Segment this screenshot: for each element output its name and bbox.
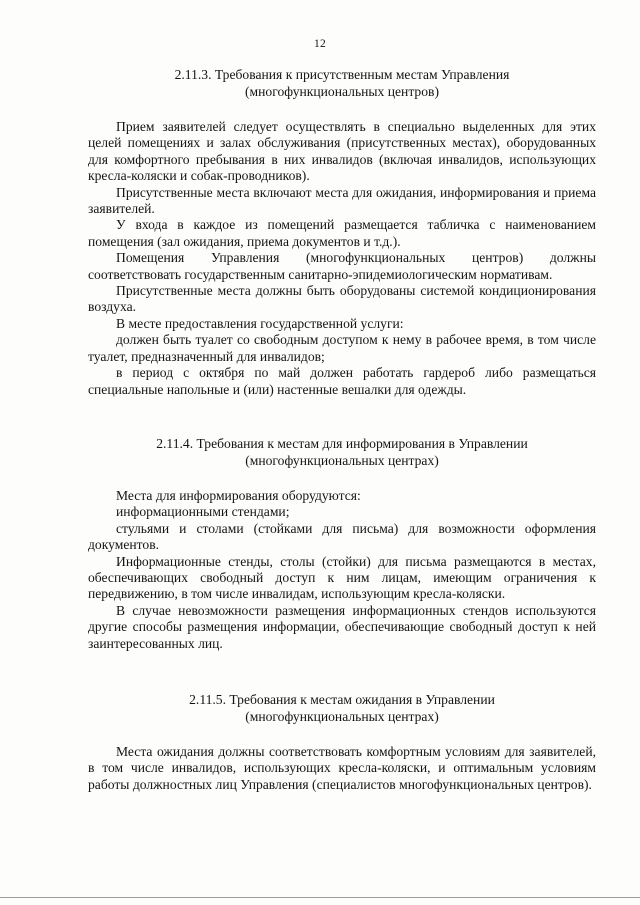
paragraph: информационными стендами; [116,504,290,520]
paragraph: Помещения Управления (многофункциональных центров) должны соответствовать государственным санитарно-эпидемиологическим нормативам. [88,250,596,282]
heading-line: 2.11.5. Требования к местам ожидания в Управлении [189,692,495,707]
heading-line: 2.11.4. Требования к местам для информирования в Управлении [156,436,528,451]
paragraph: В месте предоставления государственной услуги: [116,315,404,331]
heading-line: (многофункциональных центрах) [245,709,439,724]
heading-line: 2.11.3. Требования к присутственным местам Управления [174,67,510,82]
paragraph: в период с октября по май должен работать гардероб либо размещаться специальные напольные и (или) настенные вешалки для одежды. [88,365,596,397]
page-bottom-edge [0,897,640,898]
section-body-2-11-4 [88,488,596,652]
paragraph: У входа в каждое из помещений размещается табличка с наименованием помещения (зал ожидания, приема документов и т.д.). [88,217,596,249]
paragraph: Присутственные места должны быть оборудованы системой кондиционирования воздуха. [88,283,596,315]
heading-line: (многофункциональных центров) [245,84,439,99]
section-body-2-11-3 [88,119,596,398]
paragraph: Места ожидания должны соответствовать комфортным условиям для заявителей, в том числе инвалидов, использующих кресла-коляски, и оптимальным условиям работы должностных лиц Управления (специалистов многофункциональных центров). [88,744,596,792]
heading-line: (многофункциональных центрах) [245,453,439,468]
paragraph: Места для информирования оборудуются: [116,488,361,503]
section-body-2-11-5 [88,744,596,793]
paragraph: В случае невозможности размещения информационных стендов используются другие способы размещения информации, обеспечивающие свободный доступ к ней заинтересованных лиц. [88,602,596,651]
paragraph: стульями и столами (стойками для письма) для возможности оформления документов. [88,520,596,553]
paragraph: Присутственные места включают места для ожидания, информирования и приема заявителей. [88,184,596,217]
paragraph: должен быть туалет со свободным доступом к нему в рабочее время, в том числе туалет, предназначенный для инвалидов; [88,332,596,364]
section-heading-2-11-3 [88,66,596,100]
section-heading-2-11-5 [88,691,596,725]
page-number: 12 [314,38,326,50]
paragraph: Прием заявителей следует осуществлять в специально выделенных для этих целей помещениях и залах обслуживания (присутственных местах), оборудованных для комфортного пребывания в них инвалидов (включая инвалидов, использующих кресла-коляски и собак-проводников). [88,119,596,184]
paragraph: Информационные стенды, столы (стойки) для письма размещаются в местах, обеспечивающих свободный доступ к ним лицам, имеющим ограничения к передвижению, в том числе инвалидам, использующим кресла-коляски. [88,553,596,602]
section-heading-2-11-4 [88,435,596,469]
